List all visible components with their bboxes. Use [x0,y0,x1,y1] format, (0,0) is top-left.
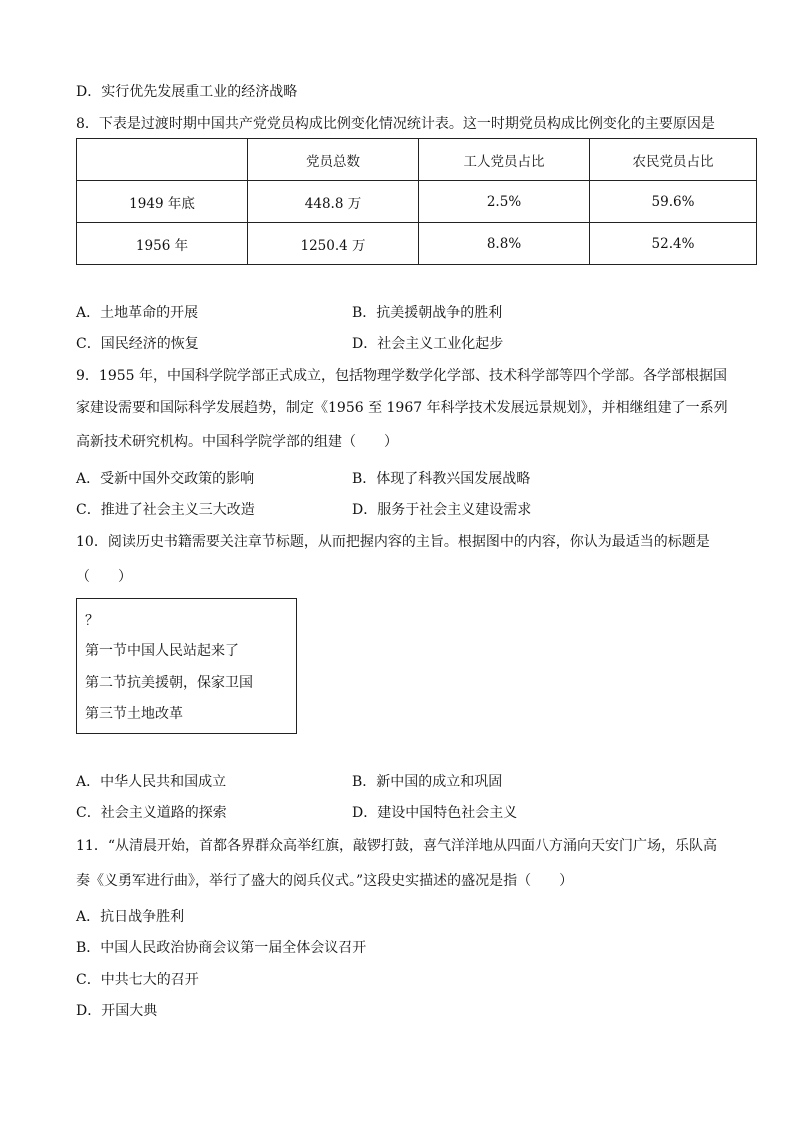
q10-stem-line-1: 10．阅读历史书籍需要关注章节标题，从而把握内容的主旨。根据图中的内容，你认为最适当的标题是 [76,534,710,550]
q9-option-d[interactable]: D．服务于社会主义建设需求 [352,502,532,518]
q8-option-d[interactable]: D．社会主义工业化起步 [352,336,504,352]
q8-option-c[interactable]: C．国民经济的恢复 [76,336,199,352]
table-cell: 448.8 万 [248,181,419,223]
table-cell: 1949 年底 [77,181,248,223]
table-header-row [77,139,757,181]
q11-stem-line-2: 奏《义勇军进行曲》，举行了盛大的阅兵仪式。”这段史实描述的盛况是指（ ） [76,873,574,889]
q10-option-b[interactable]: B．新中国的成立和巩固 [352,774,503,790]
q11-stem-line-1: 11．“从清晨开始，首都各界群众高举红旗，敲锣打鼓，喜气洋洋地从四面八方涌向天安门广场，乐队高 [76,838,717,854]
q11-option-b[interactable]: B．中国人民政治协商会议第一届全体会议召开 [76,940,367,956]
q10-stem-line-2: （ ） [76,569,132,585]
q9-option-b[interactable]: B．体现了科教兴国发展战略 [352,471,531,487]
q11-option-c[interactable]: C．中共七大的召开 [76,972,199,988]
table-cell: 2.5% [419,181,590,223]
chapter-section-3: 第三节土地改革 [85,706,183,722]
table-row [77,181,757,223]
q11-option-a[interactable]: A．抗日战争胜利 [76,909,185,925]
table-cell: 1250.4 万 [248,223,419,265]
q7-option-d: D．实行优先发展重工业的经济战略 [76,84,298,100]
q8-stem: 8．下表是过渡时期中国共产党党员构成比例变化情况统计表。这一时期党员构成比例变化的主要原因是 [76,116,715,132]
chapter-title-placeholder: ？ [85,613,99,629]
q10-option-d[interactable]: D．建设中国特色社会主义 [352,805,518,821]
table-cell: 52.4% [590,223,757,265]
chapter-section-2: 第二节抗美援朝，保家卫国 [85,675,253,691]
q9-option-a[interactable]: A．受新中国外交政策的影响 [76,471,255,487]
q11-option-d[interactable]: D．开国大典 [76,1003,158,1019]
chapter-section-1: 第一节中国人民站起来了 [85,643,239,659]
chapter-outline-box [76,598,297,734]
q10-option-a[interactable]: A．中华人民共和国成立 [76,774,227,790]
q9-stem-line-2: 家建设需要和国际科学发展趋势，制定《1956 至 1967 年科学技术发展远景规划》，并相继组建了一系列 [76,400,728,416]
table-cell: 8.8% [419,223,590,265]
table-row [77,223,757,265]
table-header-cell: 党员总数 [248,139,419,181]
q9-stem-line-1: 9．1955 年，中国科学院学部正式成立，包括物理学数学化学部、技术科学部等四个学部。各学部根据国 [76,368,727,384]
q8-option-a[interactable]: A．土地革命的开展 [76,305,199,321]
table-header-cell: 农民党员占比 [590,139,757,181]
q8-option-b[interactable]: B．抗美援朝战争的胜利 [352,305,503,321]
table-header-cell [77,139,248,181]
q9-option-c[interactable]: C．推进了社会主义三大改造 [76,502,255,518]
table-header-cell: 工人党员占比 [419,139,590,181]
q8-stats-table [76,138,757,265]
q9-stem-line-3: 高新技术研究机构。中国科学院学部的组建（ ） [76,434,398,450]
table-cell: 59.6% [590,181,757,223]
table-cell: 1956 年 [77,223,248,265]
q10-option-c[interactable]: C．社会主义道路的探索 [76,805,227,821]
